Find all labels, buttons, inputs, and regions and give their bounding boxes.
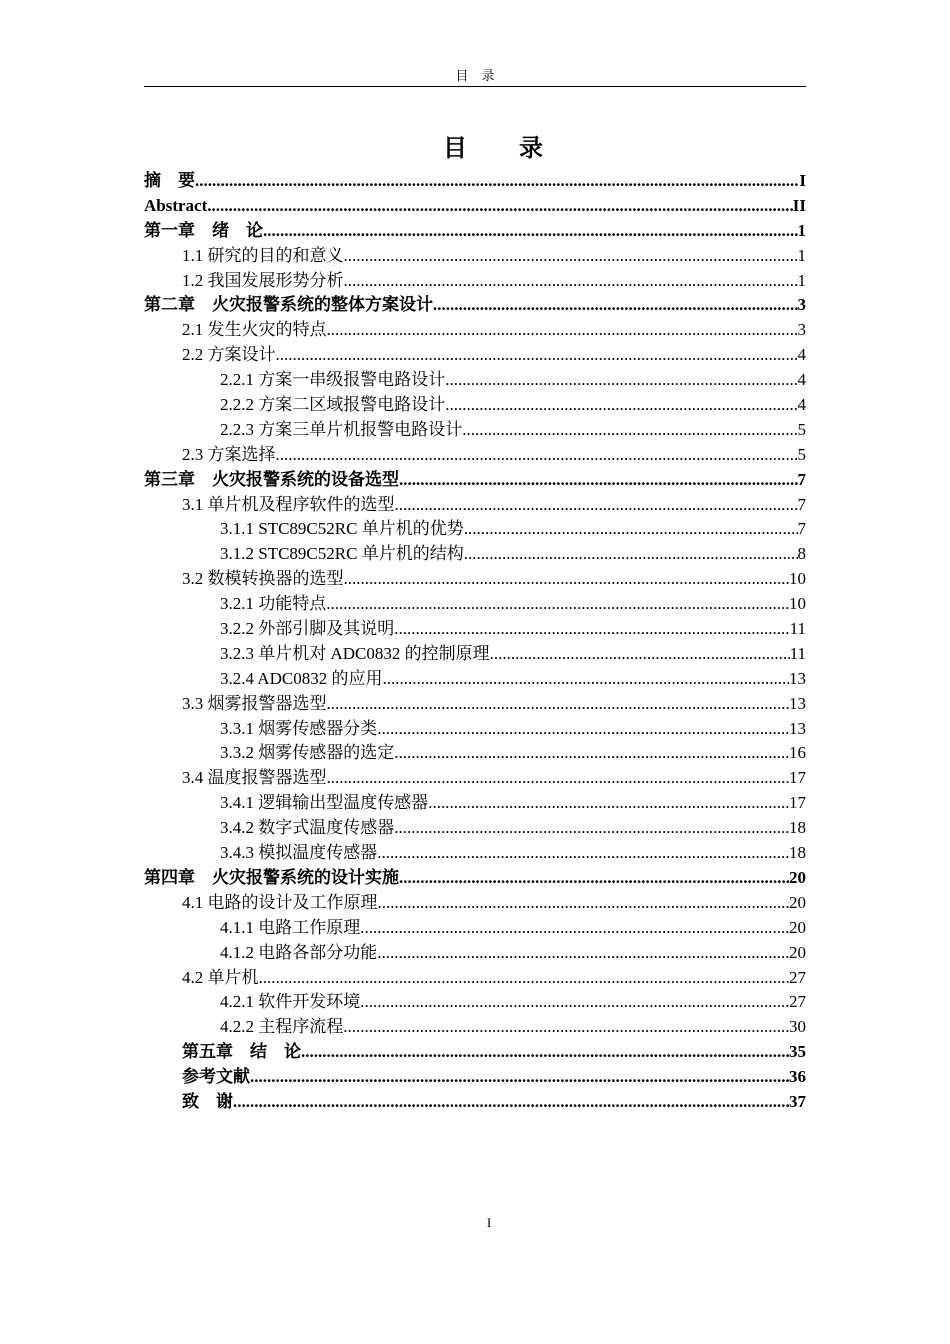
toc-entry-page: 13 (789, 693, 806, 713)
page-title: 目 录 (443, 136, 557, 162)
toc-entry-title: 3.2.2 外部引脚及其说明 (220, 619, 395, 639)
toc-entry[interactable] (144, 841, 806, 866)
toc-dot-leader (428, 791, 789, 816)
toc-entry-page: 27 (789, 992, 806, 1012)
toc-dot-leader (250, 1065, 789, 1090)
toc-dot-leader (195, 169, 799, 194)
toc-entry-title: 第一章 绪 论 (144, 220, 263, 240)
toc-entry-title: 4.1.2 电路各部分功能 (220, 942, 378, 962)
toc-entry-title: 第四章 火灾报警系统的设计实施 (144, 867, 399, 887)
toc-entry-page: 17 (789, 793, 806, 813)
toc-entry-page: 8 (797, 544, 806, 564)
toc-dot-leader (464, 517, 798, 542)
toc-entry[interactable] (144, 916, 806, 941)
toc-entry-title: 3.1.2 STC89C52RC 单片机的结构 (220, 544, 464, 564)
toc-entry[interactable] (144, 642, 806, 667)
toc-entry-title: 3.2.1 功能特点 (220, 594, 327, 614)
toc-dot-leader (399, 468, 798, 493)
toc-dot-leader (394, 617, 789, 642)
toc-entry[interactable] (144, 891, 806, 916)
toc-dot-leader (344, 567, 790, 592)
toc-entry-page: 4 (797, 345, 806, 365)
toc-entry[interactable] (144, 468, 806, 493)
toc-entry-title: 3.2.4 ADC0832 的应用 (220, 668, 383, 688)
toc-entry[interactable] (144, 567, 806, 592)
toc-dot-leader (327, 766, 790, 791)
toc-entry[interactable] (144, 692, 806, 717)
toc-entry-page: 5 (797, 419, 806, 439)
toc-entry-title: 3.3 烟雾报警器选型 (182, 693, 327, 713)
toc-entry[interactable] (144, 766, 806, 791)
toc-entry-page: I (799, 171, 806, 190)
toc-entry[interactable] (144, 941, 806, 966)
toc-entry-page: 11 (789, 619, 806, 639)
toc-entry-title: 1.2 我国发展形势分析 (182, 270, 344, 290)
toc-entry[interactable] (144, 244, 806, 269)
toc-entry-page: 13 (789, 668, 806, 688)
toc-dot-leader (327, 692, 790, 717)
toc-entry-title: 3.4.1 逻辑输出型温度传感器 (220, 793, 429, 813)
toc-entry[interactable] (144, 667, 806, 692)
toc-entry-page: 10 (789, 569, 806, 589)
toc-entry-title: 4.1.1 电路工作原理 (220, 917, 361, 937)
page-number: I (486, 1215, 492, 1230)
toc-entry-page: 18 (789, 843, 806, 863)
toc-entry-title: 第五章 结 论 (182, 1042, 301, 1062)
toc-entry-page: 5 (797, 444, 806, 464)
toc-entry-page: 4 (797, 370, 806, 390)
toc-entry[interactable] (144, 169, 806, 194)
page-header: 目 录 (144, 66, 806, 87)
toc-dot-leader (360, 990, 789, 1015)
toc-entry[interactable] (144, 368, 806, 393)
toc-entry[interactable] (144, 617, 806, 642)
toc-entry[interactable] (144, 517, 806, 542)
toc-entry[interactable] (144, 443, 806, 468)
toc-entry[interactable] (144, 493, 806, 518)
toc-dot-leader (462, 418, 797, 443)
toc-entry[interactable] (144, 1065, 806, 1090)
toc-entry-title: 4.2.1 软件开发环境 (220, 992, 361, 1012)
toc-dot-leader (490, 642, 790, 667)
toc-entry-title: 3.4.3 模拟温度传感器 (220, 843, 378, 863)
toc-entry-title: 1.1 研究的目的和意义 (182, 245, 344, 265)
toc-entry-page: 3 (797, 295, 806, 315)
toc-dot-leader (394, 741, 789, 766)
toc-dot-leader (259, 966, 790, 991)
toc-entry[interactable] (144, 1090, 806, 1115)
toc-entry[interactable] (144, 592, 806, 617)
toc-entry[interactable] (144, 990, 806, 1015)
toc-entry-title: 4.1 电路的设计及工作原理 (182, 892, 378, 912)
toc-entry-title: 3.4.2 数字式温度传感器 (220, 818, 395, 838)
toc-entry-title: 4.2.2 主程序流程 (220, 1017, 344, 1037)
toc-entry-title: 2.2.1 方案一串级报警电路设计 (220, 370, 446, 390)
toc-entry-page: 20 (789, 892, 806, 912)
toc-entry-title: 第二章 火灾报警系统的整体方案设计 (144, 295, 433, 315)
toc-entry[interactable] (144, 791, 806, 816)
toc-entry-page: 4 (797, 395, 806, 415)
toc-entry-title: 3.1 单片机及程序软件的选型 (182, 494, 395, 514)
toc-dot-leader (433, 293, 798, 318)
toc-entry-page: 7 (797, 494, 806, 514)
toc-entry[interactable] (144, 194, 806, 219)
toc-entry[interactable] (144, 418, 806, 443)
toc-entry-page: 16 (789, 743, 806, 763)
toc-entry[interactable] (144, 816, 806, 841)
toc-entry[interactable] (144, 866, 806, 891)
toc-entry-page: 37 (789, 1091, 806, 1111)
toc-entry-title: 2.1 发生火灾的特点 (182, 320, 327, 340)
toc-dot-leader (344, 269, 798, 294)
toc-entry[interactable] (144, 1015, 806, 1040)
toc-entry[interactable] (144, 318, 806, 343)
toc-entry-page: II (792, 195, 806, 215)
toc-entry[interactable] (144, 393, 806, 418)
toc-entry-title: 2.2.3 方案三单片机报警电路设计 (220, 419, 463, 439)
toc-dot-leader (378, 891, 790, 916)
toc-dot-leader (394, 816, 789, 841)
toc-entry[interactable] (144, 269, 806, 294)
toc-dot-leader (360, 916, 789, 941)
toc-dot-leader (344, 244, 798, 269)
toc-dot-leader (327, 318, 798, 343)
toc-dot-leader (377, 941, 789, 966)
toc-entry-page: 35 (789, 1042, 806, 1062)
toc-entry[interactable] (144, 293, 806, 318)
toc-entry-page: 7 (797, 519, 806, 539)
toc-entry-page: 3 (797, 320, 806, 340)
toc-dot-leader (233, 1090, 789, 1115)
toc-dot-leader (377, 717, 789, 742)
toc-entry-page: 1 (797, 245, 806, 265)
toc-entry-title: 3.3.1 烟雾传感器分类 (220, 718, 378, 738)
toc-entry-title: 4.2 单片机 (182, 967, 259, 987)
toc-dot-leader (343, 1015, 789, 1040)
toc-entry-page: 18 (789, 818, 806, 838)
toc-dot-leader (395, 493, 798, 518)
toc-entry-page: 27 (789, 967, 806, 987)
toc-entry-page: 17 (789, 768, 806, 788)
toc-entry-title: 参考文献 (182, 1067, 250, 1087)
toc-entry[interactable] (144, 219, 806, 244)
toc-entry-page: 10 (789, 594, 806, 614)
toc-entry-page: 20 (789, 942, 806, 962)
toc-entry[interactable] (144, 1040, 806, 1065)
toc-dot-leader (301, 1040, 789, 1065)
toc-dot-leader (263, 219, 798, 244)
toc-dot-leader (276, 443, 798, 468)
table-of-contents (144, 169, 806, 1115)
toc-entry-page: 13 (789, 718, 806, 738)
toc-dot-leader (445, 393, 797, 418)
toc-dot-leader (276, 343, 798, 368)
toc-entry-page: 30 (789, 1017, 806, 1037)
toc-dot-leader (445, 368, 797, 393)
toc-entry-page: 36 (789, 1067, 806, 1087)
toc-entry-title: 3.2 数模转换器的选型 (182, 569, 344, 589)
toc-entry-page: 20 (789, 867, 806, 887)
toc-entry-title: 2.2.2 方案二区域报警电路设计 (220, 395, 446, 415)
toc-entry-page: 20 (789, 917, 806, 937)
toc-entry-title: 3.4 温度报警器选型 (182, 768, 327, 788)
toc-entry-page: 7 (797, 469, 806, 489)
toc-entry-title: Abstract (144, 195, 208, 215)
toc-entry[interactable] (144, 717, 806, 742)
toc-entry-title: 摘 要 (144, 171, 195, 190)
toc-dot-leader (382, 667, 789, 692)
toc-entry-title: 3.1.1 STC89C52RC 单片机的优势 (220, 519, 464, 539)
toc-entry-page: 11 (789, 643, 806, 663)
toc-entry-title: 第三章 火灾报警系统的设备选型 (144, 469, 399, 489)
toc-entry[interactable] (144, 741, 806, 766)
toc-entry-title: 3.3.2 烟雾传感器的选定 (220, 743, 395, 763)
toc-entry-title: 2.3 方案选择 (182, 444, 276, 464)
toc-dot-leader (326, 592, 789, 617)
toc-entry[interactable] (144, 542, 806, 567)
toc-entry[interactable] (144, 343, 806, 368)
toc-dot-leader (399, 866, 789, 891)
toc-entry-title: 3.2.3 单片机对 ADC0832 的控制原理 (220, 643, 490, 663)
toc-entry-page: 1 (797, 220, 806, 240)
toc-entry-page: 1 (797, 270, 806, 290)
toc-entry-title: 2.2 方案设计 (182, 345, 276, 365)
toc-entry[interactable] (144, 966, 806, 991)
toc-dot-leader (377, 841, 789, 866)
toc-entry-title: 致 谢 (182, 1091, 233, 1111)
toc-dot-leader (207, 194, 793, 219)
toc-dot-leader (464, 542, 798, 567)
